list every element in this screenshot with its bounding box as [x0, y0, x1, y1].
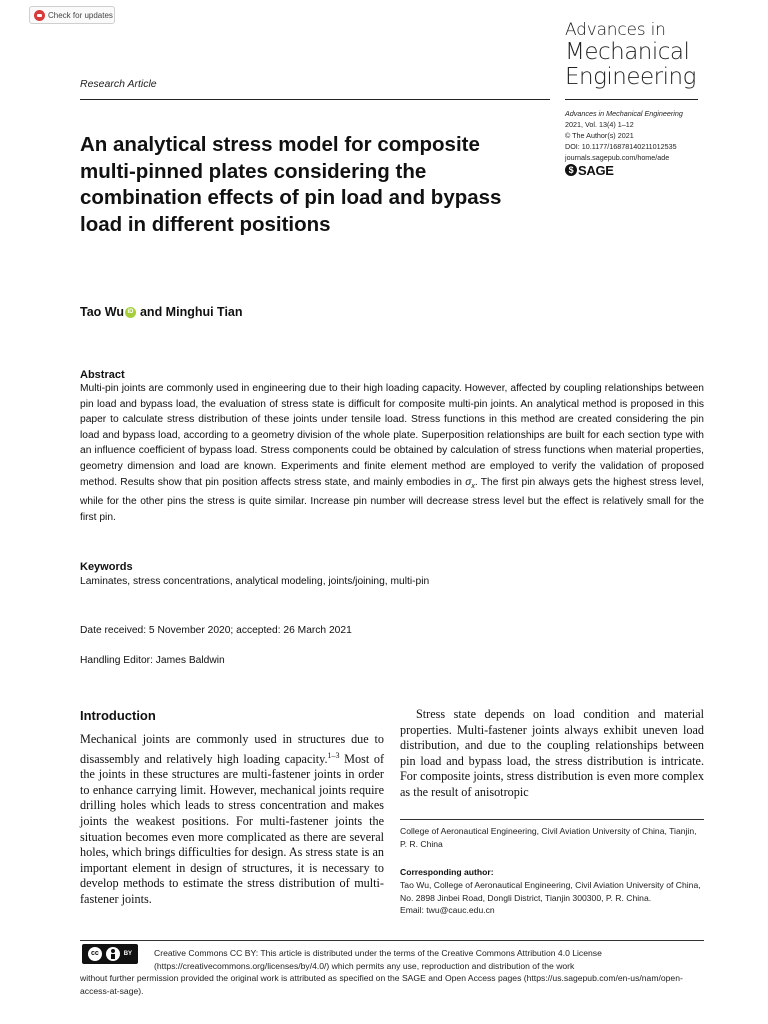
citation-ref[interactable]: 1–3 — [327, 750, 340, 760]
keywords-text: Laminates, stress concentrations, analytical modeling, joints/joining, multi-pin — [80, 576, 430, 587]
journal-divider — [565, 99, 698, 100]
badge-label: Check for updates — [48, 10, 113, 20]
footnote-divider — [400, 819, 704, 820]
sage-wordmark: SAGE — [578, 162, 614, 178]
sigma-symbol: σ — [465, 476, 472, 488]
license-text-rest: without further permission provided the original work is attributed as specified on the SAGE and Open Access pages (https://us.sagepub.com/en-us/nam/open-access-at-sage). — [80, 973, 683, 996]
corresponding-author — [400, 879, 706, 917]
sage-logo — [565, 164, 735, 176]
meta-url[interactable]: journals.sagepub.com/home/ade — [565, 153, 670, 162]
introduction-heading: Introduction — [80, 708, 156, 723]
handling-editor: Handling Editor: James Baldwin — [80, 655, 225, 666]
meta-doi[interactable]: DOI: 10.1177/16878140211012535 — [565, 142, 677, 151]
abstract-part2: . The first pin always gets the highest stress level, while for the other pins the stress is quite similar. Increase pin number will decrease stress level but the effect is relatively small for the first pin. — [80, 476, 704, 523]
sage-icon: $ — [565, 164, 577, 176]
corresponding-author-heading: Corresponding author: — [400, 867, 494, 877]
header-divider — [80, 99, 550, 100]
journal-name-line2: Mechanical — [565, 39, 690, 65]
corresponding-author-address: Tao Wu, College of Aeronautical Engineering, Civil Aviation University of China, No. 2898 Jinbei Road, Dongli District, Tianjin 300300, P. R. China. — [400, 880, 701, 903]
intro-left-part1: Mechanical joints are commonly used in structures due to disassembly and relatively high loading capacity. — [80, 732, 384, 766]
intro-left-part2: Most of the joints in these structures are multi-fastener joints in order to enhance carrying limit. However, mechanical joints require drilling holes which leads to stress concentration and makes joints the weakest positions. For multi-fastener joints the situation becomes even more complicated as there are several holes, which brings difficulties for design. As stress state is an important element in design of structures, it is necessary to develop methods to estimate the stress distribution of multi-fastener joints. — [80, 751, 384, 906]
by-person-icon — [106, 947, 120, 961]
journal-name-line1: Advances in — [565, 20, 666, 40]
date-received: Date received: 5 November 2020; accepted: 26 March 2021 — [80, 625, 352, 636]
author-second[interactable]: and Minghui Tian — [139, 305, 243, 319]
author-list — [80, 305, 243, 319]
cc-icon: cc — [88, 947, 102, 961]
meta-copyright: © The Author(s) 2021 — [565, 131, 634, 140]
license-text-first: Creative Commons CC BY: This article is distributed under the terms of the Creative Commons Attribution 4.0 License (https://creativecommons.org/licenses/by/4.0/) which permits any use, reproduction and distribution of the work — [154, 948, 602, 971]
license-divider — [80, 940, 704, 941]
abstract-part1: Multi-pin joints are commonly used in engineering due to their high loading capacity. However, affected by coupling relationships between pin load and bypass load, the evaluation of stress state is difficult for composite multi-pin joints. An analytical method is proposed in this paper to calculate stress distribution of these joints under tensile load. Stress functions in this method are created considering the pin load and bypass load, according to a geometry division of the whole plate. Superposition relationships are built for each section type with an influence coefficient of bypass load. Stress components could be obtained by calculation of stress functions when material properties, geometry dimension and load are known. Experiments and finite element method are employed to verify the validation of proposed method. Results show that pin position affects stress state, and mainly embodies in — [80, 383, 704, 488]
journal-logo — [565, 22, 725, 89]
corresponding-author-email[interactable]: Email: twu@cauc.edu.cn — [400, 905, 495, 915]
keywords-heading: Keywords — [80, 561, 133, 573]
check-for-updates-icon — [34, 10, 45, 21]
article-title: An analytical stress model for composite multi-pinned plates considering the combination effects of pin load and bypass load in different positions — [80, 133, 502, 236]
journal-meta — [565, 108, 735, 176]
abstract-heading: Abstract — [80, 369, 125, 381]
by-label: BY — [123, 951, 133, 957]
sigma-subscript: x — [471, 482, 475, 490]
introduction-right-column: Stress state depends on load condition and material properties. Multi-fastener joints always exhibit uneven load distribution, and due to the coupling relationships between pin load and bypass load, the stress distribution is intricate. For composite joints, stress distribution is even more complex as the result of anisotropic — [400, 707, 704, 799]
meta-journal: Advances in Mechanical Engineering — [565, 109, 683, 118]
article-type: Research Article — [80, 78, 157, 90]
cc-by-logo[interactable] — [82, 944, 138, 964]
orcid-icon[interactable]: iD — [125, 307, 136, 318]
affiliation: College of Aeronautical Engineering, Civil Aviation University of China, Tianjin, P. R. China — [400, 826, 697, 849]
meta-volume: 2021, Vol. 13(4) 1–12 — [565, 120, 634, 129]
introduction-left-column — [80, 732, 384, 908]
journal-name-line3: Engineering — [565, 64, 696, 90]
author-first[interactable]: Tao Wu — [80, 305, 124, 319]
abstract-text — [80, 381, 704, 525]
check-for-updates-badge[interactable] — [29, 6, 115, 24]
